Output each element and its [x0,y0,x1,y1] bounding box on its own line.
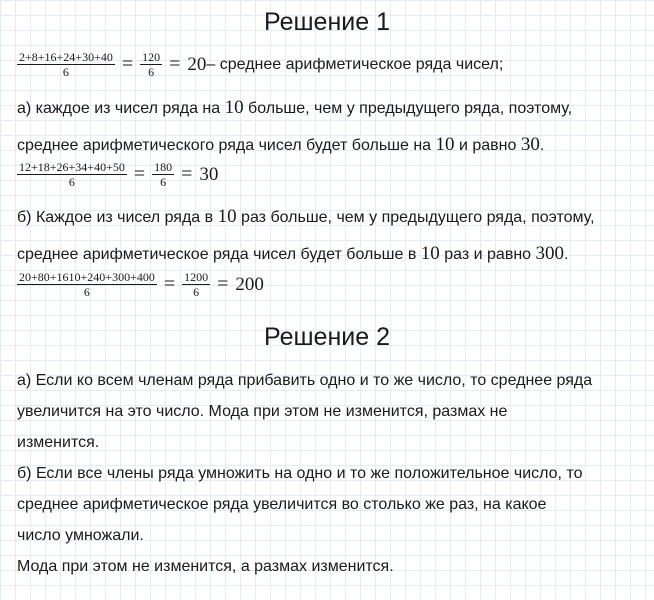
numerator: 20+80+1610+240+300+400 [19,270,155,284]
formula-1-result: 20 [187,53,207,75]
formula-2-fraction-sum [17,160,127,189]
denominator: 6 [160,175,167,189]
solution-2-line: число умножали. [17,527,144,544]
formula-1-fraction-sum [17,50,115,79]
numerator: 12+18+26+34+40+50 [19,160,125,174]
denominator: 6 [62,65,69,79]
formula-2-fraction-total [152,160,174,189]
numerator: 180 [154,160,173,174]
part-a-line-2: среднее арифметического ряда чисел будет больше на 10 и равно 30. [17,134,545,155]
equals-sign: = [133,163,146,185]
denominator: 6 [193,285,200,299]
solution-2-line: увеличится на это число. Мода при этом не изменится, размах не [17,403,508,420]
solution-2-line: изменится. [17,434,100,451]
numerator: 2+8+16+24+30+40 [19,50,113,64]
solution-2-line: а) Если ко всем членам ряда прибавить одно и то же число, то среднее ряда [17,372,593,389]
formula-3-fraction-total [182,270,210,299]
solution-2-line: б) Если все члены ряда умножить на одно и то же положительное число, то [17,465,583,482]
formula-1 [17,50,503,79]
solution-1-heading: Решение 1 [264,8,390,36]
formula-3-result: 200 [235,273,264,295]
part-a-line-1: а) каждое из чисел ряда на 10 больше, чем у предыдущего ряда, поэтому, [17,97,573,118]
formula-1-fraction-total [140,50,162,79]
numerator: 1200 [184,270,209,284]
equals-sign: = [163,273,176,295]
denominator: 6 [148,65,155,79]
formula-1-caption: – среднее арифметическое ряда чисел; [206,55,504,73]
formula-2-result: 30 [199,163,219,185]
equals-sign: = [121,53,134,75]
denominator: 6 [83,285,90,299]
denominator: 6 [68,175,75,189]
part-b-line-1: б) Каждое из чисел ряда в 10 раз больше, чем у предыдущего ряда, поэтому, [17,206,595,227]
equals-sign: = [217,273,229,295]
formula-3 [17,270,264,299]
equals-sign: = [181,163,193,185]
part-b-line-2: среднее арифметическое ряда чисел будет больше в 10 раз и равно 300. [17,243,569,264]
solution-2-heading: Решение 2 [264,323,390,351]
equals-sign: = [169,53,181,75]
solution-2-line: Мода при этом не изменится, а размах изменится. [17,558,394,575]
formula-3-fraction-sum [17,270,157,299]
solution-2-line: среднее арифметическое ряда увеличится во столько же раз, на какое [17,496,547,513]
formula-2 [17,160,218,189]
numerator: 120 [142,50,161,64]
